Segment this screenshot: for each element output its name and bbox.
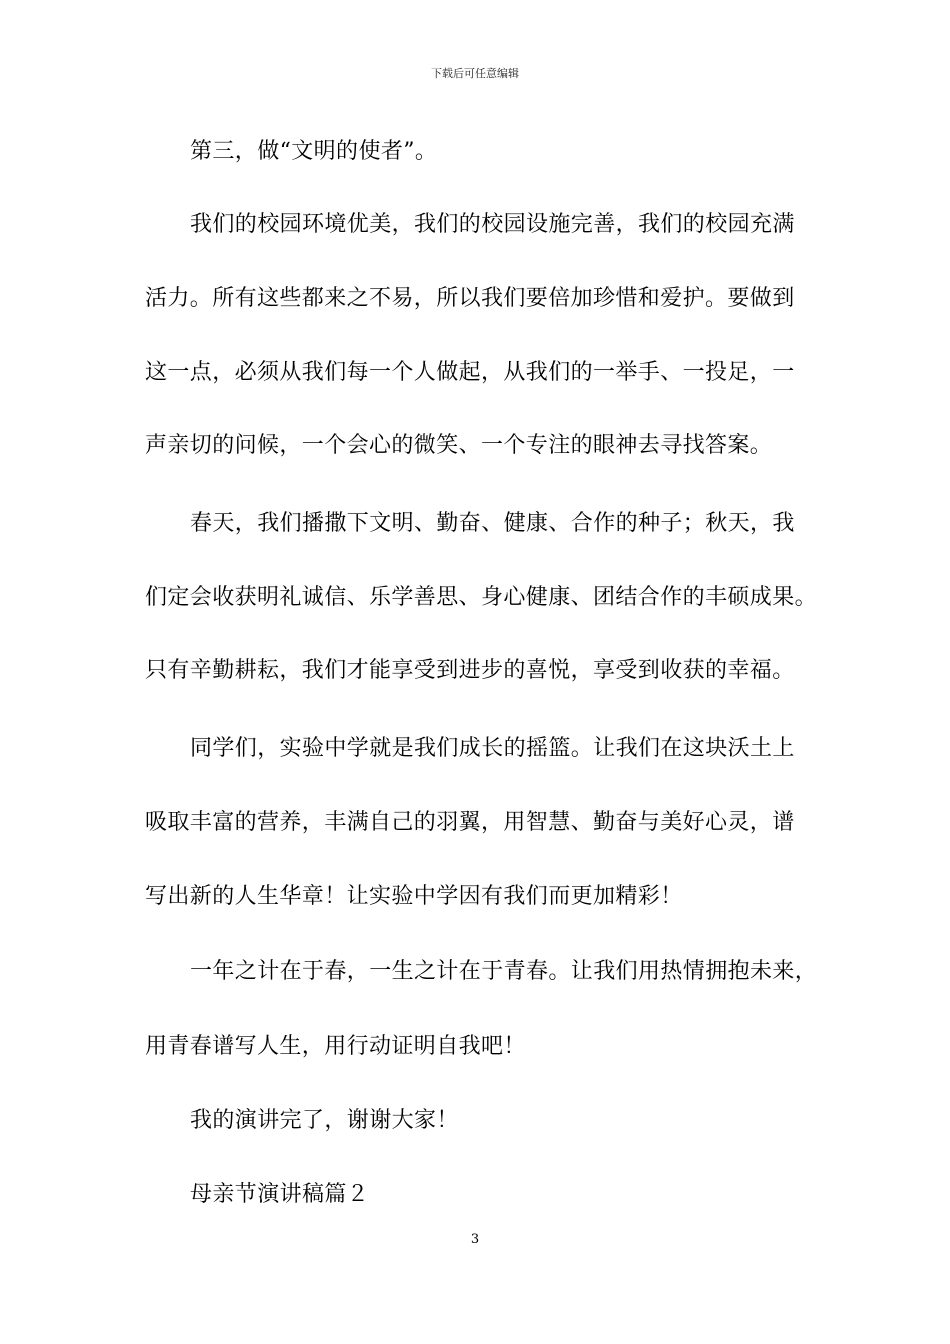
paragraph-line: 吸取丰富的营养，丰满自己的羽翼，用智慧、勤奋与美好心灵，谱 [145, 810, 795, 835]
paragraph-line: 声亲切的问候，一个会心的微笑、一个专注的眼神去寻找答案。 [145, 433, 773, 458]
paragraph-line: 一年之计在于春，一生之计在于青春。让我们用热情拥抱未来， [190, 959, 818, 984]
paragraph-line: 同学们，实验中学就是我们成长的摇篮。让我们在这块沃土上 [190, 736, 795, 761]
paragraph-line: 这一点，必须从我们每一个人做起，从我们的一举手、一投足，一 [145, 360, 795, 385]
page-header: 下载后可任意编辑 [431, 67, 519, 80]
section-heading: 母亲节演讲稿篇２ [190, 1182, 370, 1207]
paragraph-line: 只有辛勤耕耘，我们才能享受到进步的喜悦，享受到收获的幸福。 [145, 658, 795, 683]
paragraph-line: 用青春谱写人生，用行动证明自我吧！ [145, 1034, 526, 1059]
paragraph-line: 活力。所有这些都来之不易，所以我们要倍加珍惜和爱护。要做到 [145, 286, 795, 311]
paragraph-line: 春天，我们播撒下文明、勤奋、健康、合作的种子；秋天，我 [190, 511, 795, 536]
paragraph-line: 们定会收获明礼诚信、乐学善思、身心健康、团结合作的丰硕成果。 [145, 585, 818, 610]
paragraph-line: 我们的校园环境优美，我们的校园设施完善，我们的校园充满 [190, 212, 795, 237]
paragraph-line: 写出新的人生华章！让实验中学因有我们而更加精彩！ [145, 884, 683, 909]
paragraph-line: 第三，做“文明的使者”。 [190, 139, 438, 164]
paragraph-line: 我的演讲完了，谢谢大家！ [190, 1108, 459, 1133]
page-number: 3 [470, 1232, 480, 1247]
